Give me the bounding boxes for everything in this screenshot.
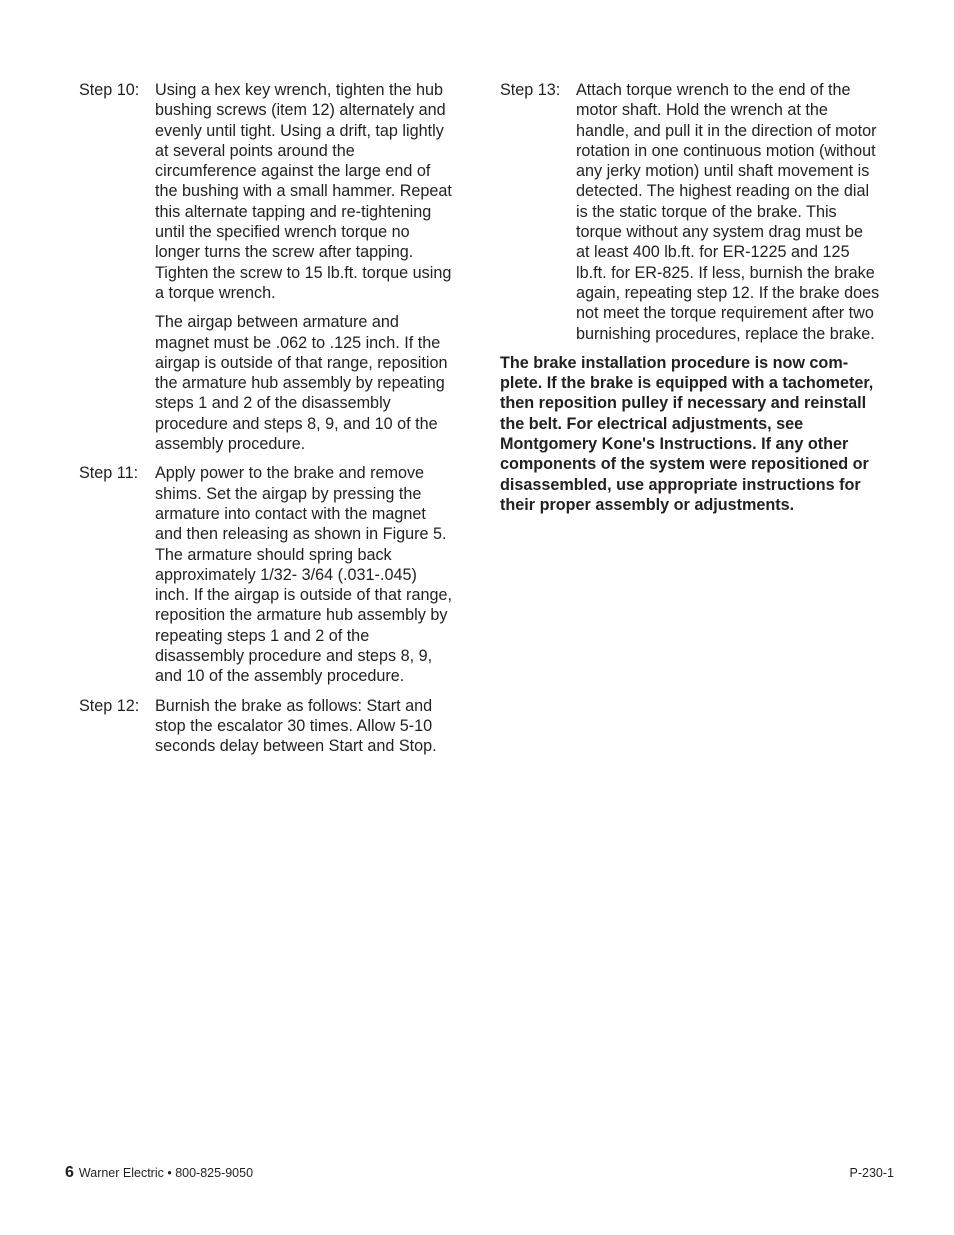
footer-left [65,1163,253,1183]
step-12-label: Step 12: [79,696,140,715]
step-11-text: Apply power to the brake and remove shims. Set the airgap by pressing the armature into contact with the magnet and then releasing as shown in Figure 5. The armature should spring back approximately 1/32- 3/64 (.031-.045) inch. If the airgap is outside of that range, reposition the armature hub assembly by repeating steps 1 and 2 of the disassembly procedure and steps 8, 9, and 10 of the assembly procedure. [155,464,452,686]
step-12 [79,696,454,757]
step-11-label: Step 11: [79,464,139,483]
step-11 [79,463,454,686]
document-code: P-230-1 [849,1166,894,1180]
step-12-text: Burnish the brake as follows: Start and stop the escalator 30 times. Allow 5-10 seconds delay between Start and Stop. [155,696,437,756]
completion-note: The brake installation procedure is now complete. If the brake is equipped with a tachometer, then reposition pulley if necessary and reinstall the belt. For electrical adjustments, see Montgomery Kone's Instructions. If any other components of the system were repositioned or disassembled, use appropriate instructions for their proper assembly or adjustments. [500,353,874,514]
step-10-label: Step 10: [79,81,140,99]
step-13 [500,80,880,344]
step-10-airgap-text: The airgap between armature and magnet must be .062 to .125 inch. If the airgap is outside of that range, reposition the armature hub assembly by repeating steps 1 and 2 of the disassembly procedure and steps 8, 9, and 10 of the assembly procedure. [155,313,448,454]
right-column [500,80,880,515]
step-13-text: Attach torque wrench to the end of the motor shaft. Hold the wrench at the handle, and pull it in the direction of motor rotation in one continuous motion (without any jerky motion) until shaft movement is detected. The highest reading on the dial is the static torque of the brake. This torque without any system drag must be at least 400 lb.ft. for ER-1225 and 125 lb.ft. for ER-825. If less, burnish the brake again, repeating step 12. If the brake does not meet the torque requirement after two burnishing procedures, replace the brake. [576,81,880,343]
left-column [79,80,454,766]
page-number: 6 [65,1164,74,1181]
step-10-text: Using a hex key wrench, tighten the hub bushing screws (item 12) alternately and evenly until tight. Using a drift, tap lightly at several points around the circumference against the large end of the bushing with a small hammer. Repeat this alternate tapping and re-tightening until the specified wrench torque no longer turns the screw after tapping. Tighten the screw to 15 lb.ft. torque using a torque wrench. [155,81,452,302]
step-10 [79,80,454,454]
company-contact: Warner Electric • 800-825-9050 [78,1166,254,1180]
step-13-label: Step 13: [500,81,561,99]
